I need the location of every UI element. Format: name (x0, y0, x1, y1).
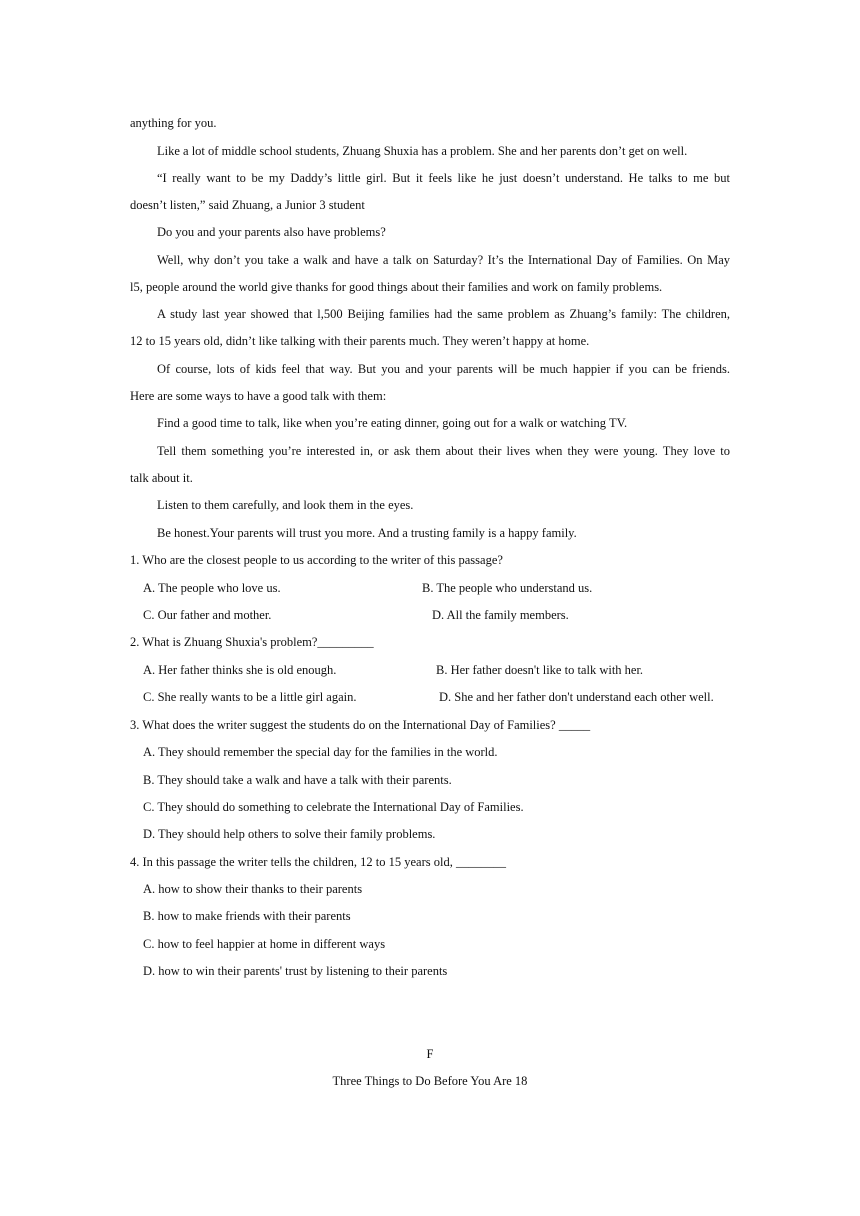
question-4-option-b: B. how to make friends with their parents (143, 909, 351, 923)
question-1-option-c: C. Our father and mother. (143, 608, 272, 622)
question-2-option-c: C. She really wants to be a little girl again. (143, 690, 357, 704)
passage-line: Be honest.Your parents will trust you more. And a trusting family is a happy family. (157, 526, 577, 540)
question-1-stem: 1. Who are the closest people to us according to the writer of this passage? (130, 553, 503, 567)
question-3-option-b: B. They should take a walk and have a talk with their parents. (143, 773, 452, 787)
passage-line: Well, why don’t you take a walk and have a talk on Saturday? It’s the International Day of Families. On May (157, 253, 730, 267)
passage-line: 12 to 15 years old, didn’t like talking with their parents much. They weren’t happy at home. (130, 334, 590, 348)
question-3-stem: 3. What does the writer suggest the students do on the International Day of Families? _____ (130, 718, 591, 732)
section-title: Three Things to Do Before You Are 18 (332, 1074, 528, 1088)
passage-line: Like a lot of middle school students, Zhuang Shuxia has a problem. She and her parents don’t get on well. (157, 144, 688, 158)
question-4-option-c: C. how to feel happier at home in different ways (143, 937, 386, 951)
section-letter: F (426, 1047, 434, 1061)
passage-line: “I really want to be my Daddy’s little girl. But it feels like he just doesn’t understand. He talks to me but (157, 171, 730, 185)
passage-line: Of course, lots of kids feel that way. But you and your parents will be much happier if you can be friends. (157, 362, 730, 376)
question-1-option-d: D. All the family members. (432, 608, 569, 622)
passage-line: Find a good time to talk, like when you’re eating dinner, going out for a walk or watching TV. (157, 416, 628, 430)
passage-line: Tell them something you’re interested in, or ask them about their lives when they were young. They love to (157, 444, 730, 458)
passage-line: Listen to them carefully, and look them in the eyes. (157, 498, 414, 512)
question-2-option-a: A. Her father thinks she is old enough. (143, 663, 337, 677)
passage-line: Do you and your parents also have problems? (157, 225, 386, 239)
passage-line: A study last year showed that l,500 Beijing families had the same problem as Zhuang’s family: The children, (157, 307, 730, 321)
question-3-option-d: D. They should help others to solve their family problems. (143, 827, 436, 841)
passage-line: doesn’t listen,” said Zhuang, a Junior 3 student (130, 198, 365, 212)
question-4-stem: 4. In this passage the writer tells the children, 12 to 15 years old, ________ (130, 855, 506, 869)
passage-line: Here are some ways to have a good talk with them: (130, 389, 387, 403)
question-2-option-b: B. Her father doesn't like to talk with her. (436, 663, 644, 677)
passage-line: anything for you. (130, 116, 217, 130)
question-2-stem: 2. What is Zhuang Shuxia's problem?_________ (130, 635, 374, 649)
question-3-option-a: A. They should remember the special day for the families in the world. (143, 745, 498, 759)
question-1-option-b: B. The people who understand us. (422, 581, 593, 595)
question-2-option-d: D. She and her father don't understand each other well. (439, 690, 714, 704)
question-4-option-d: D. how to win their parents' trust by listening to their parents (143, 964, 448, 978)
question-3-option-c: C. They should do something to celebrate the International Day of Families. (143, 800, 524, 814)
passage-line: talk about it. (130, 471, 193, 485)
passage-line: l5, people around the world give thanks for good things about their families and work on family problems. (130, 280, 663, 294)
question-4-option-a: A. how to show their thanks to their parents (143, 882, 363, 896)
question-1-option-a: A. The people who love us. (143, 581, 281, 595)
